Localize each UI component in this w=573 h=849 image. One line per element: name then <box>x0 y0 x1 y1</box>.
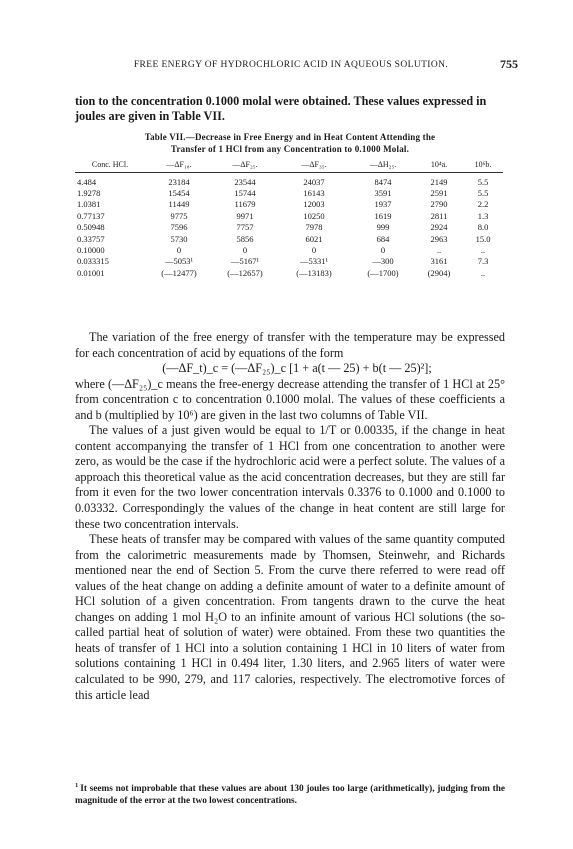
table-row <box>75 199 503 210</box>
table-row <box>75 233 503 244</box>
table-cell: —300 <box>372 256 394 267</box>
table-cell: 8.0 <box>477 222 489 233</box>
paragraph: The values of a just given would be equal to 1/T or 0.00335, if the change in heat content accompanying the transfer of 1 HCl from one concentration to another were zero, as would be the case if the hydrochloric acid were a perfect solute. The values of a approach this theoretical value as the acid concentration decreases, but they are still far from it even for the two lower concentration intervals 0.3376 to 0.1000 and 0.1000 to 0.03332. Correspondingly the values of the change in heat content are still large for these two concentration intervals. <box>75 423 505 531</box>
paragraph: The variation of the free energy of transfer with the temperature may be expressed for each concentration of acid by equations of the form <box>75 330 505 360</box>
table-row <box>75 222 503 233</box>
table-cell: 2591 <box>430 188 448 199</box>
col-header: —ΔF₂₅. <box>213 160 277 173</box>
table-cell: 1.9278 <box>77 188 101 199</box>
table-cell: 684 <box>376 233 390 244</box>
page-number: 755 <box>500 57 518 71</box>
table-row <box>75 187 503 198</box>
table-cell: (—12657) <box>227 267 263 278</box>
footnote-text: It seems not improbable that these values are about 130 joules too large (arithmetically), judging from the magnitude of the error at the two lowest concentrations. <box>75 784 505 806</box>
col-header: —ΔH₂₅. <box>351 160 415 173</box>
table-cell: —5053¹ <box>164 256 194 267</box>
table-cell: 8474 <box>374 176 392 187</box>
equation: (—ΔF_t)_c = (—ΔF₂₅)_c [1 + a(t — 25) + b(t — 25)²]; <box>162 361 432 376</box>
table-cell: 9775 <box>170 210 188 221</box>
table-cell: 0.33757 <box>77 233 105 244</box>
col-header: —ΔF₁₈. <box>145 160 213 173</box>
table-cell: .. <box>480 267 486 278</box>
table-cell: 6021 <box>305 233 323 244</box>
table-cell: 5856 <box>236 233 254 244</box>
table-cell: (2904) <box>427 267 451 278</box>
table-cell: 2963 <box>430 233 448 244</box>
table-cell: (—12477) <box>161 267 197 278</box>
table-cell: 1.3 <box>477 210 489 221</box>
table-cell: 10250 <box>303 210 325 221</box>
table-cell: 0 <box>176 245 182 256</box>
table-cell: 0.10000 <box>77 245 105 256</box>
table-row <box>75 173 503 188</box>
paragraph: where (—ΔF₂₅)_c means the free-energy decrease attending the transfer of 1 HCl at 25° from concentration c to concentration 0.1000 molal. The values of these coefficients a and b (multiplied by 10⁶) are given in the last two columns of Table VII. <box>75 376 505 422</box>
table-cell: 5.5 <box>477 176 489 187</box>
table-cell: 3161 <box>430 256 448 267</box>
table-cell: 0.01001 <box>77 267 105 278</box>
table-cell: 7757 <box>236 222 254 233</box>
table-cell: 0 <box>311 245 317 256</box>
table-cell: 2924 <box>430 222 448 233</box>
table-cell: 12003 <box>303 199 325 210</box>
table-cell: 5730 <box>170 233 188 244</box>
table-caption <box>75 131 505 155</box>
paragraph: These heats of transfer may be compared with values of the same quantity computed from the calorimetric measurements made by Thomsen, Steinwehr, and Richards mentioned near the end of Section 5. From the curve there referred to were read off values of the heat change on adding a definite amount of water to a definite amount of HCl solution of a given concentration. From tangents drawn to the curve the heat changes on adding 1 mol H₂O to an infinite amount of various HCl solutions (the so-called partial heat of solution of water) were obtained. From these two quantities the heats of transfer of 1 HCl into a solution containing 1 HCl in 10 liters of water from solutions containing 1 HCl in 0.494 liter, 1.30 liters, and 2.965 liters of water were calculated to be 990, 279, and 117 calories, respectively. The electromotive forces of this article lead <box>75 532 505 702</box>
table-row <box>75 267 503 278</box>
table-cell: 7978 <box>305 222 323 233</box>
col-header: 10⁴a. <box>415 160 463 173</box>
table-row <box>75 256 503 267</box>
table-header-row <box>75 160 503 173</box>
table-cell: 3591 <box>374 188 392 199</box>
table-cell: 23184 <box>168 176 190 187</box>
table-cell: 7.3 <box>477 256 489 267</box>
table-row <box>75 210 503 221</box>
table-cell: 4.484 <box>77 176 97 187</box>
running-head: FREE ENERGY OF HYDROCHLORIC ACID IN AQUEOUS SOLUTION. <box>133 60 449 70</box>
table-cell: .. <box>436 245 442 256</box>
table-cell: 9971 <box>236 210 254 221</box>
table-cell: 2.2 <box>477 199 489 210</box>
table-cell: 24037 <box>303 176 325 187</box>
table-cell: 0.50948 <box>77 222 105 233</box>
table-cell: 0 <box>242 245 248 256</box>
table-cell: 1.0381 <box>77 199 101 210</box>
table-cell: (—1700) <box>367 267 399 278</box>
footnote <box>75 781 505 807</box>
table-cell: 2149 <box>430 176 448 187</box>
table-row <box>75 244 503 255</box>
table-cell: 15.0 <box>475 233 491 244</box>
intro-text: tion to the concentration 0.1000 molal were obtained. These values expressed in joules are given in Table VII. <box>75 94 487 123</box>
table-cell: 0 <box>380 245 386 256</box>
table-cell: 1619 <box>374 210 392 221</box>
table-cell: 999 <box>376 222 390 233</box>
table-cell: 2790 <box>430 199 448 210</box>
table-cell: .. <box>480 245 486 256</box>
table-cell: 16143 <box>303 188 325 199</box>
table-cell: 2811 <box>430 210 448 221</box>
table-cell: (—13183) <box>296 267 332 278</box>
col-header: 10⁶b. <box>463 160 503 173</box>
table-cell: 11679 <box>234 199 256 210</box>
body-text <box>75 330 505 703</box>
data-table <box>75 160 503 279</box>
col-header: —ΔF₃₅. <box>277 160 351 173</box>
table-cell: 0.033315 <box>77 256 109 267</box>
table-cell: 1937 <box>374 199 392 210</box>
table-cell: 7596 <box>170 222 188 233</box>
table-cell: 0.77137 <box>77 210 105 221</box>
table-cell: 15454 <box>168 188 190 199</box>
table-cell: 11449 <box>168 199 190 210</box>
col-header: Conc. HCl. <box>75 160 145 173</box>
table-caption-line-2: Transfer of 1 HCl from any Concentration to 0.1000 Molal. <box>170 144 410 154</box>
footnote-mark: 1 <box>75 781 79 789</box>
table-cell: —5331¹ <box>299 256 329 267</box>
table-cell: 15744 <box>234 188 256 199</box>
table-caption-line-1: Table VII.—Decrease in Free Energy and in Heat Content Attending the <box>144 132 436 142</box>
table-cell: 5.5 <box>477 188 489 199</box>
table-cell: —5167¹ <box>230 256 260 267</box>
table-cell: 23544 <box>234 176 256 187</box>
